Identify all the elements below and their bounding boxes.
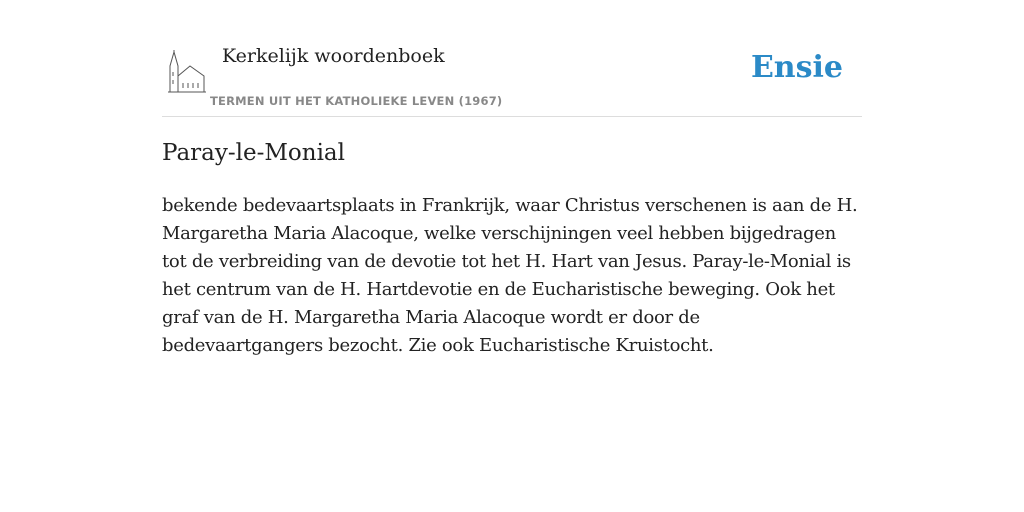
header [162,0,862,117]
book-title[interactable]: Kerkelijk woordenboek [222,45,445,67]
entry-body: bekende bedevaartsplaats in Frankrijk, waar Christus verschenen is aan de H. Margaretha Maria Alacoque, welke verschijningen veel hebben bijgedragen tot de verbreiding van de devotie tot het H. Hart van Jesus. Paray-le-Monial is het centrum van de H. Hartdevotie en de Eucharistische beweging. Ook het graf van de H. Margaretha Maria Alacoque wordt er door de bedevaartgangers bezocht. Zie ook Eucharistische Kruistocht. [162,195,858,356]
church-icon [166,50,206,94]
book-subtitle: TERMEN UIT HET KATHOLIEKE LEVEN (1967) [210,94,503,108]
page [162,0,862,356]
entry-title: Paray-le-Monial [162,140,346,166]
brand-logo-link[interactable]: Ensie [750,50,843,85]
